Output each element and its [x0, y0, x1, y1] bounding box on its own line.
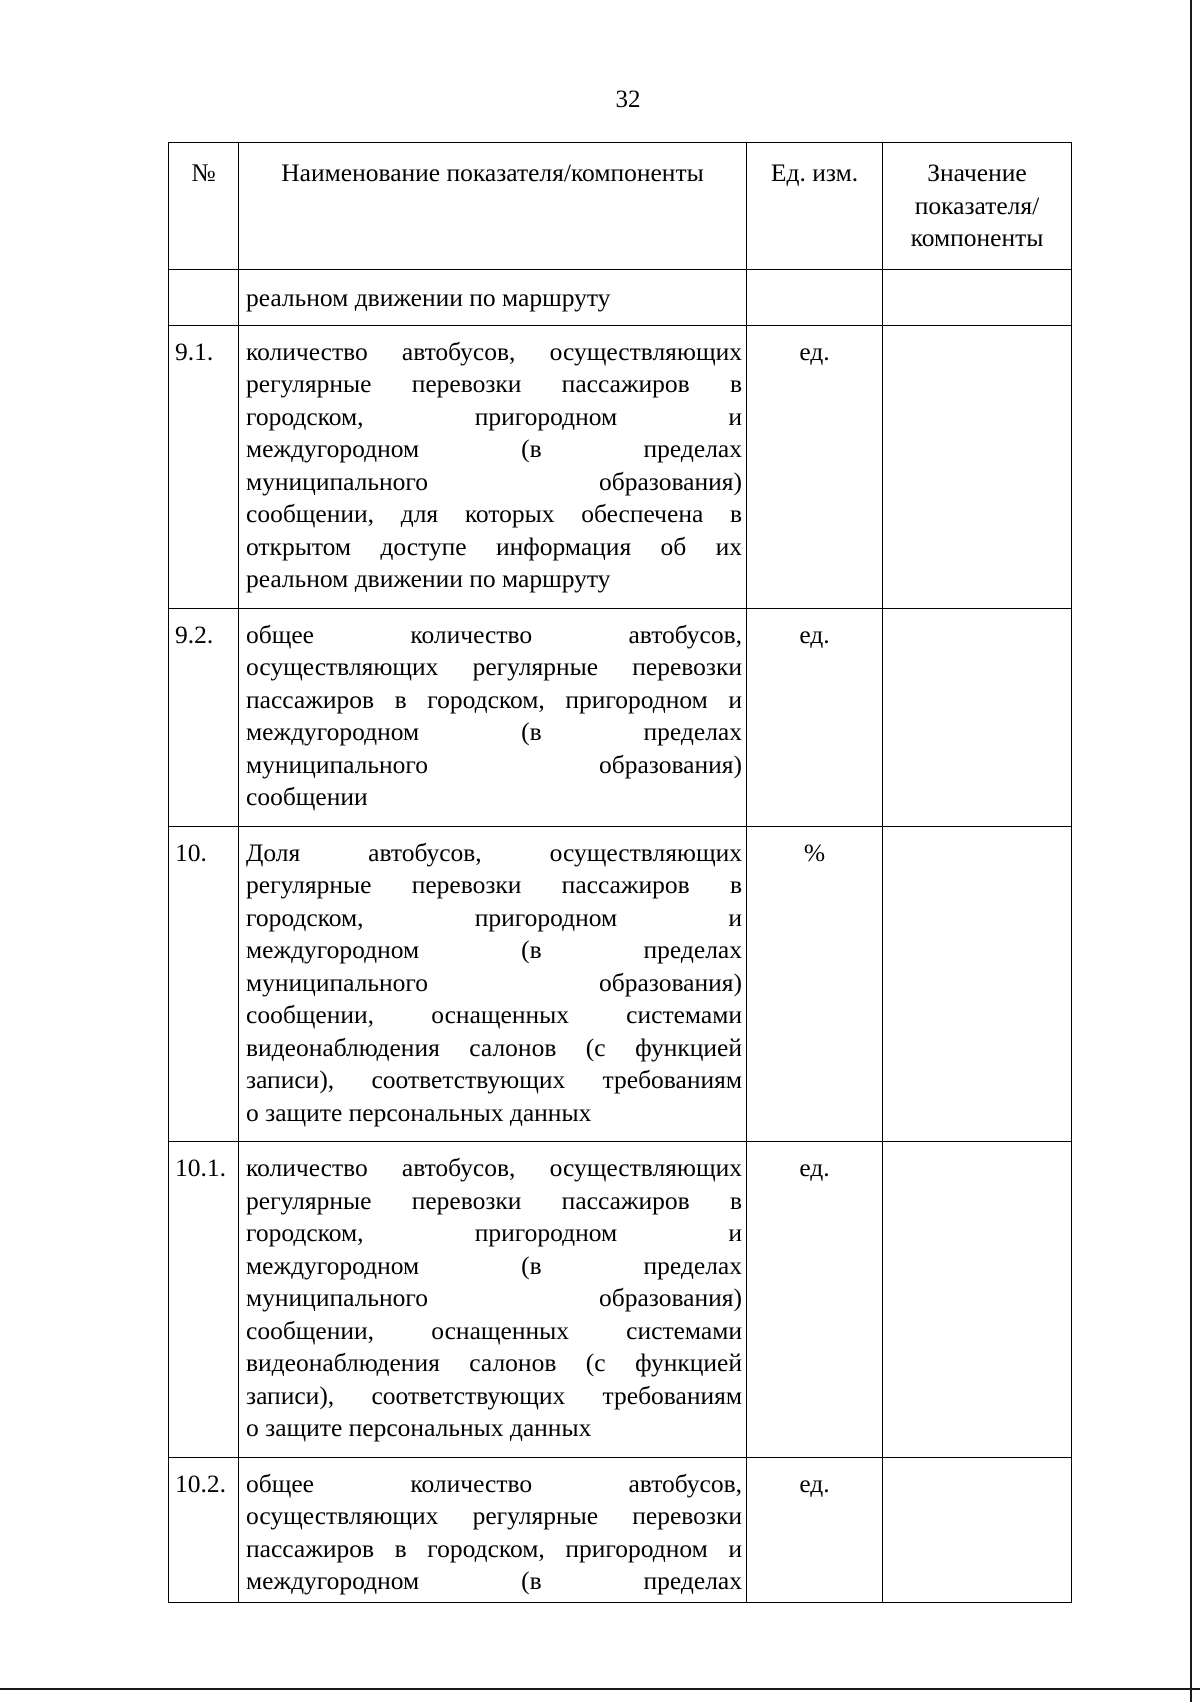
indicator-name-line: записи), соответствующих требованиям: [246, 1380, 742, 1410]
header-value-line: компоненты: [910, 223, 1044, 252]
scan-bottom-edge: [0, 1688, 1200, 1690]
indicator-name-line: осуществляющих регулярные перевозки: [246, 1501, 742, 1530]
indicator-name-line: междугородном (в пределах: [246, 717, 742, 746]
indicator-name-line: осуществляющих регулярные перевозки: [246, 652, 742, 681]
indicator-name-line: регулярные перевозки пассажиров в: [246, 369, 742, 398]
indicator-table: [168, 142, 1072, 1603]
indicator-name-line: междугородном (в пределах: [246, 434, 742, 463]
indicator-name-line: муниципального образования): [246, 1283, 742, 1312]
indicator-name-line: Доля автобусов, осуществляющих: [246, 837, 742, 867]
indicator-name-line: пассажиров в городском, пригородном и: [246, 1533, 742, 1563]
indicator-name-line: междугородном (в пределах: [246, 935, 742, 964]
unit-of-measure: [747, 270, 883, 326]
indicator-name-line: муниципального образования): [246, 466, 742, 496]
indicator-name-line: сообщении, для которых обеспечена в: [246, 499, 742, 528]
header-value-line: Значение: [927, 158, 1027, 187]
indicator-name-line: городском, пригородном и: [246, 401, 742, 431]
indicator-name-line: пассажиров в городском, пригородном и: [246, 684, 742, 714]
indicator-value: [883, 608, 1072, 826]
table-row: [169, 270, 1072, 326]
indicator-value: [883, 270, 1072, 326]
indicator-name-line: муниципального образования): [246, 967, 742, 997]
row-number: 10.: [169, 826, 239, 1142]
indicator-value: [883, 1142, 1072, 1458]
header-name: Наименование показателя/компоненты: [239, 143, 747, 270]
indicator-name-line: сообщении, оснащенных системами: [246, 1315, 742, 1345]
unit-of-measure: ед.: [747, 1142, 883, 1458]
unit-of-measure: ед.: [747, 1457, 883, 1602]
row-number: 10.2.: [169, 1457, 239, 1602]
indicator-name-line: количество автобусов, осуществляющих: [246, 336, 742, 366]
table-row: [169, 826, 1072, 1142]
indicator-name-line: междугородном (в пределах: [246, 1566, 742, 1595]
unit-of-measure: ед.: [747, 325, 883, 608]
indicator-name-line: видеонаблюдения салонов (с функцией: [246, 1348, 742, 1377]
indicator-name-line: муниципального образования): [246, 749, 742, 779]
header-num: №: [169, 143, 239, 270]
table-row: [169, 325, 1072, 608]
header-value-line: показателя/: [914, 190, 1040, 220]
indicator-name-line: записи), соответствующих требованиям: [246, 1065, 742, 1094]
indicator-name-line: городском, пригородном и: [246, 902, 742, 932]
indicator-name-line: реальном движении по маршруту: [246, 283, 611, 312]
indicator-value: [883, 1457, 1072, 1602]
indicator-name: [239, 608, 747, 826]
row-number: 9.2.: [169, 608, 239, 826]
row-number: [169, 270, 239, 326]
indicator-name-line: общее количество автобусов,: [246, 1468, 742, 1498]
indicator-name-line: сообщении: [246, 782, 368, 811]
indicator-name: [239, 325, 747, 608]
scan-right-edge: [1190, 0, 1192, 1702]
table-row: [169, 1457, 1072, 1602]
indicator-name-line: видеонаблюдения салонов (с функцией: [246, 1032, 742, 1062]
indicator-name-line: о защите персональных данных: [246, 1413, 592, 1442]
indicator-name-line: регулярные перевозки пассажиров в: [246, 1185, 742, 1215]
page-number: 32: [615, 86, 641, 113]
unit-of-measure: ед.: [747, 608, 883, 826]
indicator-name-line: регулярные перевозки пассажиров в: [246, 870, 742, 899]
indicator-name-line: открытом доступе информация об их: [246, 531, 742, 561]
row-number: 10.1.: [169, 1142, 239, 1458]
indicator-name: [239, 270, 747, 326]
indicator-name-line: общее количество автобусов,: [246, 619, 742, 649]
table-row: [169, 608, 1072, 826]
table-row: [169, 1142, 1072, 1458]
indicator-name-line: сообщении, оснащенных системами: [246, 1000, 742, 1029]
indicator-name-line: количество автобусов, осуществляющих: [246, 1153, 742, 1182]
row-number: 9.1.: [169, 325, 239, 608]
indicator-name-line: реальном движении по маршруту: [246, 564, 611, 593]
indicator-name-line: междугородном (в пределах: [246, 1250, 742, 1280]
indicator-name-line: городском, пригородном и: [246, 1218, 742, 1247]
indicator-value: [883, 826, 1072, 1142]
indicator-name: [239, 826, 747, 1142]
indicator-value: [883, 325, 1072, 608]
unit-of-measure: %: [747, 826, 883, 1142]
indicator-name: [239, 1142, 747, 1458]
header-unit: Ед. изм.: [747, 143, 883, 270]
header-value: [883, 143, 1072, 270]
table-body: [169, 270, 1072, 1603]
indicator-name-line: о защите персональных данных: [246, 1097, 592, 1127]
indicator-name: [239, 1457, 747, 1602]
table-header-row: [169, 143, 1072, 270]
